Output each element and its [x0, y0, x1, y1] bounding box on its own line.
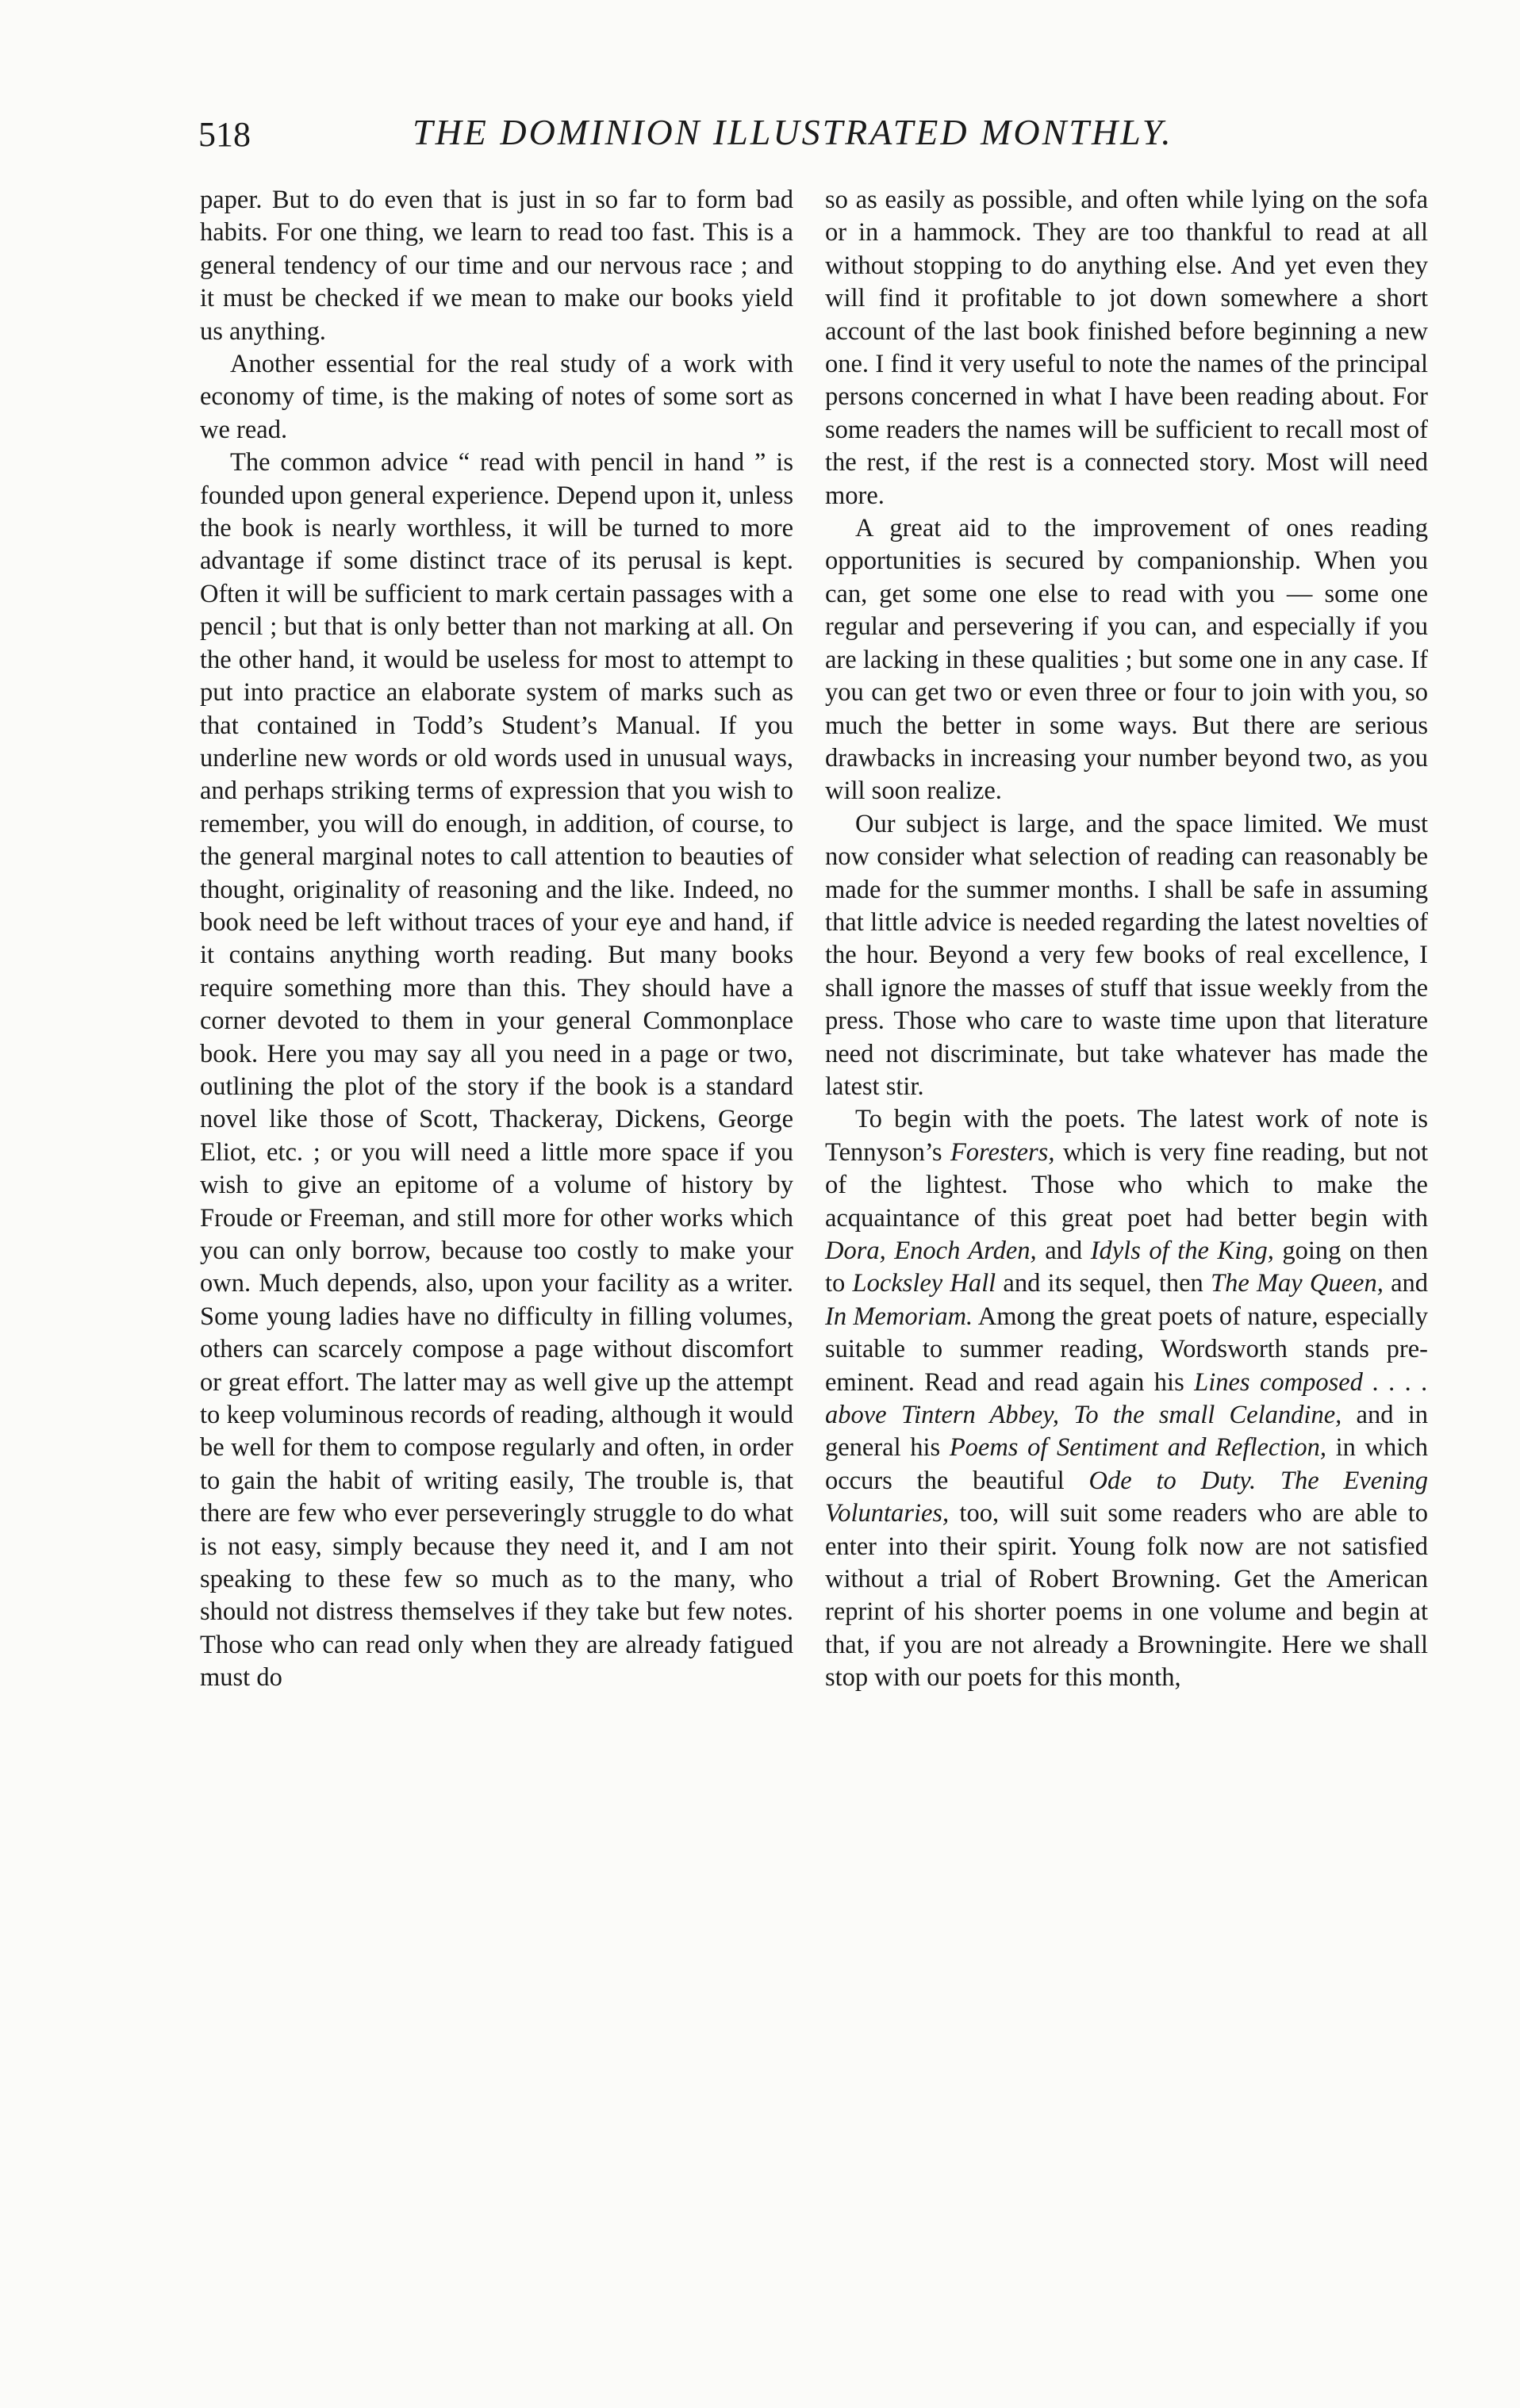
- text-run: To begin with the poets. The latest work of note is Tennyson’s: [825, 1105, 1428, 1167]
- book-title: The May Queen,: [1211, 1269, 1384, 1298]
- page-number: 518: [198, 115, 251, 154]
- text-run: and: [1383, 1269, 1429, 1298]
- book-title: Ode to Duty. The Evening Voluntaries,: [825, 1466, 1428, 1528]
- left-column: [200, 184, 793, 1695]
- book-title: In Memoriam.: [825, 1302, 973, 1331]
- book-title: Dora, Enoch Arden,: [825, 1237, 1037, 1265]
- text-run: Among the great poets of nature, especially suitable to summer reading, Wordsworth stands pre-eminent. Read and read again his: [825, 1302, 1428, 1397]
- book-title: Poems of Sentiment and Reflection,: [949, 1433, 1327, 1463]
- paragraph: Another essential for the real study of a work with economy of time, is the making of notes of some sort as we read.: [200, 350, 793, 444]
- text-run: and its sequel, then: [996, 1269, 1211, 1298]
- book-title: Idyls of the King,: [1090, 1237, 1274, 1265]
- text-run: too, will suit some readers who are able to enter into their spirit. Young folk now are not satisfied without a trial of Robert Browning. Get the American reprint of his shorter poems in one volume and begin at that, if you are not already a Browningite. Here we shall stop with our poets for this month,: [825, 1499, 1428, 1693]
- right-column: [825, 184, 1428, 1695]
- book-title: Foresters,: [950, 1137, 1055, 1167]
- paragraph: A great aid to the improvement of ones reading opportunities is secured by companionship. When you can, get some one else to read with you — some one regular and persevering if you can, and especially if you are lacking in these qualities ; but some one in any case. If you can get two or even three or four to join with you, so much the better in some ways. But there are serious drawbacks in increasing your number beyond two, as you will soon realize.: [825, 514, 1428, 806]
- paragraph: so as easily as possible, and often while lying on the sofa or in a hammock. They are too thankful to read at all without stopping to do anything else. And yet even they will find it profitable to jot down somewhere a short account of the last book finished before beginning a new one. I find it very useful to note the names of the principal persons concerned in what I have been reading about. For some readers the names will be sufficient to recall most of the rest, if the rest is a connected story. Most will need more.: [825, 186, 1428, 510]
- text-run: and in general his: [825, 1401, 1428, 1463]
- running-title: THE DOMINION ILLUSTRATED MONTHLY.: [413, 112, 1173, 152]
- text-run: and: [1036, 1237, 1091, 1265]
- paragraph: The common advice “ read with pencil in hand ” is founded upon general experience. Depend upon it, unless the book is nearly worthless, it will be turned to more advantage if some distinct trace of its perusal is kept. Often it will be sufficient to mark certain passages with a pencil ; but that is only better than not marking at all. On the other hand, it would be useless for most to attempt to put into practice an elaborate system of marks such as that contained in Todd’s Student’s Manual. If you underline new words or old words used in unusual ways, and perhaps striking terms of expression that you wish to remember, you will do enough, in addition, of course, to the general marginal notes to call attention to beauties of thought, originality of reasoning and the like. Indeed, no book need be left without traces of your eye and hand, if it contains anything worth reading. But many books require something more than this. They should have a corner devoted to them in your general Commonplace book. Here you may say all you need in a page or two, outlining the plot of the story if the book is a standard novel like those of Scott, Thackeray, Dickens, George Eliot, etc. ; or you will need a little more space if you wish to give an epitome of a volume of history by Froude or Freeman, and still more for other works which you can only borrow, because too costly to make your own. Much depends, also, upon your facility as a writer. Some young ladies have no difficulty in filling volumes, others can scarcely compose a page without discomfort or great effort. The latter may as well give up the attempt to keep voluminous records of reading, although it would be well for them to compose regularly and often, in order to gain the habit of writing easily, The trouble is, that there are few who ever perseveringly struggle to do what is not easy, simply because they need it, and I am not speaking to these few so much as to the many, who should not distress themselves if they take but few notes. Those who can read only when they are already fatigued must do: [200, 448, 793, 1693]
- book-title: Locksley Hall: [852, 1269, 996, 1298]
- text-run: going on then to: [825, 1237, 1428, 1298]
- book-title: Lines composed . . . . above Tintern Abbey, To the small Celandine,: [825, 1367, 1428, 1430]
- page-header: [0, 103, 1520, 174]
- text-run: which is very fine reading, but not of the lightest. Those who which to make the acquaintance of this great poet had better begin with: [825, 1137, 1428, 1233]
- text-run: in which occurs the beautiful: [825, 1433, 1428, 1495]
- paragraph: paper. But to do even that is just in so far to form bad habits. For one thing, we learn to read too fast. This is a general tendency of our time and our nervous race ; and it must be checked if we mean to make our books yield us anything.: [200, 186, 793, 346]
- paragraph: Our subject is large, and the space limited. We must now consider what selection of reading can reasonably be made for the summer months. I shall be safe in assuming that little advice is needed regarding the latest novelties of the hour. Beyond a very few books of real excellence, I shall ignore the masses of stuff that issue weekly from the press. Those who care to waste time upon that literature need not discriminate, but take whatever has made the latest stir.: [825, 809, 1428, 1101]
- paragraph-poets: [825, 1103, 1428, 1694]
